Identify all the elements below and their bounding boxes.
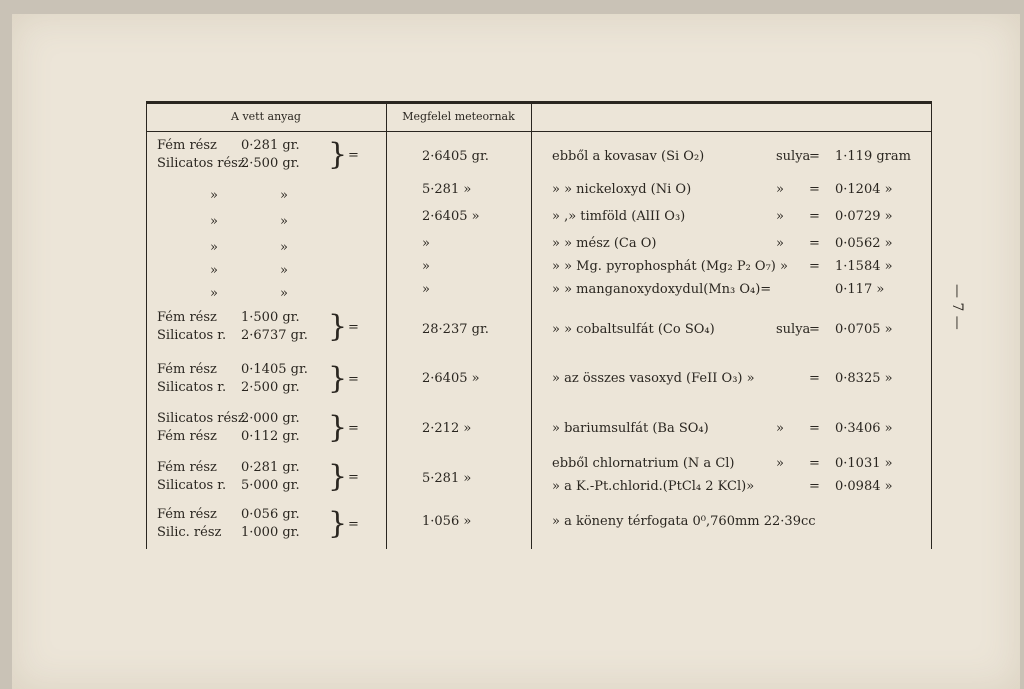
result-description: » az összes vasoxyd (FeII O₃) »	[552, 371, 755, 386]
meteor-equivalent: 2·6405 gr.	[422, 149, 489, 164]
meteor-equivalent: 5·281 »	[422, 182, 472, 197]
result-value: 1·119 gram	[835, 149, 911, 164]
meteor-equivalent: 5·281 »	[422, 471, 472, 486]
ditto-mark-1: »	[210, 240, 218, 255]
result-key: »	[776, 236, 784, 251]
result-value: 0·1204 »	[835, 182, 893, 197]
result-description: » » manganoxydoxydul(Mn₃ O₄)=	[552, 282, 772, 297]
sample-label-2: Silicatos r.	[157, 328, 227, 343]
top-rule	[146, 101, 932, 104]
sample-label-2: Fém rész	[157, 429, 217, 444]
result-key: »	[776, 456, 784, 471]
header-anyag: A vett anyag	[231, 110, 301, 123]
result-value: 0·0729 »	[835, 209, 893, 224]
sample-weight-1: 0·281 gr.	[241, 460, 300, 475]
ditto-mark-1: »	[210, 263, 218, 278]
sample-label-1: Fém rész	[157, 310, 217, 325]
sample-weight-1: 0·1405 gr.	[241, 362, 308, 377]
result-value: 0·8325 »	[835, 371, 893, 386]
ditto-mark-2: »	[280, 214, 288, 229]
result-key: sulya	[776, 322, 811, 337]
result-value: 0·0705 »	[835, 322, 893, 337]
col-divider-1	[386, 104, 387, 549]
brace: }	[328, 410, 348, 445]
result-value: 0·0984 »	[835, 479, 893, 494]
result-description: » » mész (Ca O)	[552, 236, 657, 251]
sample-weight-2: 5·000 gr.	[241, 478, 300, 493]
brace: }	[328, 137, 348, 172]
result-description: » a K.-Pt.chlorid.(PtCl₄ 2 KCl)»	[552, 479, 755, 494]
result-key: sulya	[776, 149, 811, 164]
meteor-equivalent: 2·212 »	[422, 421, 472, 436]
result-description: » » Mg. pyrophosphát (Mg₂ P₂ O₇) »	[552, 259, 788, 274]
col-divider-left	[146, 104, 147, 549]
brace: }	[328, 506, 348, 541]
result-equals: =	[809, 371, 820, 386]
col-divider-right	[931, 104, 932, 549]
sample-label-2: Silicatos r.	[157, 380, 227, 395]
result-equals: =	[809, 479, 820, 494]
result-description: » a köneny térfogata 0⁰,760mm 22·39cc	[552, 514, 816, 529]
result-key: »	[776, 182, 784, 197]
ditto-mark-2: »	[280, 240, 288, 255]
result-description: » bariumsulfát (Ba SO₄)	[552, 421, 709, 436]
sample-label-1: Silicatos rész	[157, 411, 245, 426]
ditto-mark-2: »	[280, 188, 288, 203]
sample-label-1: Fém rész	[157, 460, 217, 475]
result-key: »	[776, 421, 784, 436]
sample-label-1: Fém rész	[157, 362, 217, 377]
equals-sign: =	[348, 470, 359, 485]
result-description: ebből chlornatrium (N a Cl)	[552, 456, 735, 471]
brace: }	[328, 459, 348, 494]
result-equals: =	[809, 149, 820, 164]
sample-label-2: Silicatos r.	[157, 478, 227, 493]
sample-weight-1: 0·281 gr.	[241, 138, 300, 153]
result-value: 0·3406 »	[835, 421, 893, 436]
sample-label-2: Silicatos rész	[157, 156, 245, 171]
ditto-mark-1: »	[210, 286, 218, 301]
sample-weight-1: 1·500 gr.	[241, 310, 300, 325]
sample-label-1: Fém rész	[157, 138, 217, 153]
sample-label-2: Silic. rész	[157, 525, 222, 540]
ditto-mark-2: »	[280, 263, 288, 278]
brace: }	[328, 361, 348, 396]
meteor-equivalent: »	[422, 259, 430, 274]
equals-sign: =	[348, 148, 359, 163]
sample-weight-1: 2·000 gr.	[241, 411, 300, 426]
result-value: 0·1031 »	[835, 456, 893, 471]
header-meteor: Megfelel meteornak	[402, 110, 515, 123]
result-description: » » nickeloxyd (Ni O)	[552, 182, 692, 197]
result-equals: =	[809, 456, 820, 471]
result-key: »	[776, 209, 784, 224]
sample-weight-2: 0·112 gr.	[241, 429, 300, 444]
ditto-mark-1: »	[210, 188, 218, 203]
result-equals: =	[809, 236, 820, 251]
ditto-mark-2: »	[280, 286, 288, 301]
result-equals: =	[809, 209, 820, 224]
result-equals: =	[809, 322, 820, 337]
meteor-equivalent: »	[422, 282, 430, 297]
ditto-mark-1: »	[210, 214, 218, 229]
page-number: — 7 —	[949, 284, 965, 330]
sample-label-1: Fém rész	[157, 507, 217, 522]
equals-sign: =	[348, 320, 359, 335]
document-page	[12, 14, 1020, 689]
result-equals: =	[809, 421, 820, 436]
equals-sign: =	[348, 517, 359, 532]
header-rule	[146, 131, 932, 132]
result-value: 0·117 »	[835, 282, 885, 297]
result-equals: =	[809, 259, 820, 274]
brace: }	[328, 309, 348, 344]
sample-weight-2: 2·500 gr.	[241, 156, 300, 171]
col-divider-2	[531, 104, 532, 549]
result-equals: =	[809, 182, 820, 197]
sample-weight-1: 0·056 gr.	[241, 507, 300, 522]
result-value: 0·0562 »	[835, 236, 893, 251]
sample-weight-2: 2·500 gr.	[241, 380, 300, 395]
meteor-equivalent: 2·6405 »	[422, 209, 480, 224]
meteor-equivalent: 1·056 »	[422, 514, 472, 529]
sample-weight-2: 1·000 gr.	[241, 525, 300, 540]
equals-sign: =	[348, 421, 359, 436]
sample-weight-2: 2·6737 gr.	[241, 328, 308, 343]
result-description: ebből a kovasav (Si O₂)	[552, 149, 705, 164]
result-description: » ,» timföld (AlII O₃)	[552, 209, 686, 224]
meteor-equivalent: 28·237 gr.	[422, 322, 489, 337]
result-value: 1·1584 »	[835, 259, 893, 274]
meteor-equivalent: 2·6405 »	[422, 371, 480, 386]
result-description: » » cobaltsulfát (Co SO₄)	[552, 322, 715, 337]
meteor-equivalent: »	[422, 236, 430, 251]
equals-sign: =	[348, 372, 359, 387]
